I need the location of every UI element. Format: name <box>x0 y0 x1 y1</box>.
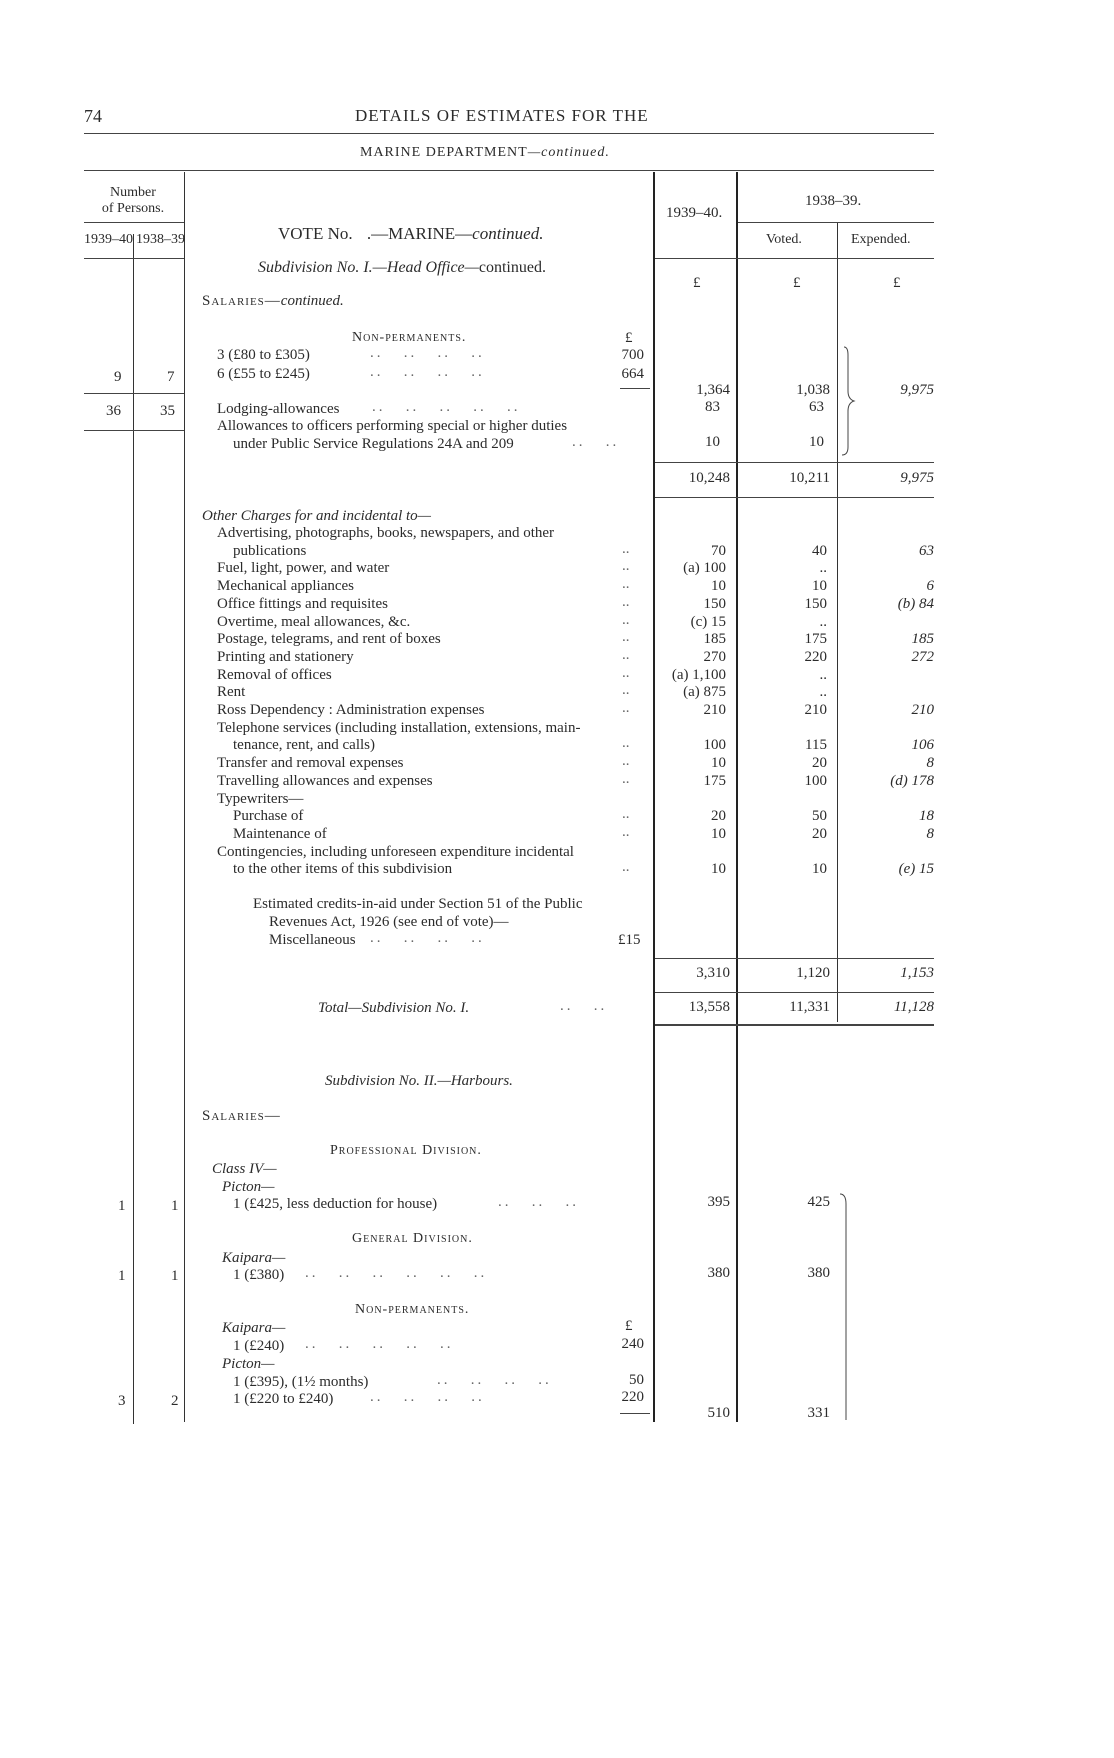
sub2-np-picton: Picton— <box>222 1356 275 1372</box>
other-row-c2: 10 <box>812 578 827 595</box>
sub1-heading-main: Subdivision No. I.—Head Office— <box>258 259 479 276</box>
sub2-np-total-c1: 510 <box>707 1405 730 1421</box>
other-row-c1: (a) 100 <box>683 560 726 577</box>
sub2-picton-y2: 1 <box>171 1198 179 1214</box>
sub1-row-1-label: 6 (£55 to £245) <box>217 366 310 382</box>
other-row-c1: 10 <box>711 825 726 842</box>
department-suffix: —continued. <box>527 145 610 160</box>
sub1-salaries-total-c1: 10,248 <box>688 470 730 486</box>
sub1-salaries-suffix: continued. <box>280 293 344 309</box>
persons-header-line1: Number <box>110 185 156 200</box>
other-row-label: tenance, rent, and calls) <box>233 737 376 754</box>
other-row-c1: 270 <box>703 648 726 665</box>
sub1-credits-line1: Estimated credits-in-aid under Section 51 of the Public <box>253 896 583 912</box>
sub1-total-c1: 13,558 <box>688 999 730 1015</box>
sub1-credits-line3: Miscellaneous <box>269 932 356 948</box>
other-row-c1: 185 <box>703 631 726 648</box>
other-row-c2: 20 <box>812 825 827 842</box>
sub2-kaipara-y1: 1 <box>118 1268 126 1284</box>
vote-title <box>278 224 543 244</box>
department-name: MARINE DEPARTMENT <box>360 145 528 160</box>
sub1-credits-line2: Revenues Act, 1926 (see end of vote)— <box>269 914 509 930</box>
sub2-np-kaipara-label: 1 (£240) <box>233 1338 285 1354</box>
leader-dots: .. <box>622 646 630 663</box>
other-row-label: Advertising, photographs, books, newspapers, and other <box>217 525 555 541</box>
other-row-c2: .. <box>819 560 827 577</box>
other-row-c2: 115 <box>805 737 827 754</box>
sub1-row-0-label: 3 (£80 to £305) <box>217 347 310 363</box>
other-row-c1: 20 <box>711 808 726 825</box>
leader-dots: .. <box>622 700 630 716</box>
sub1-persons-b-y1: 36 <box>106 403 121 419</box>
other-row-c2: 150 <box>804 595 827 612</box>
vote-title-prefix: VOTE No. <box>278 224 353 243</box>
other-row-c2: .. <box>819 613 827 630</box>
sub1-total-c3: 11,128 <box>893 999 934 1015</box>
sub2-np-pound: £ <box>625 1318 633 1334</box>
vote-title-suffix: continued. <box>472 224 544 243</box>
other-row-c3: 6 <box>926 578 934 595</box>
sub2-np-persons-y1: 3 <box>118 1393 126 1409</box>
sub1-expended-brace: 9,975 <box>900 382 934 398</box>
sub2-np-picton-row1-inner: 50 <box>629 1372 644 1388</box>
sub2-gen-div: General Division. <box>352 1231 473 1246</box>
sub2-kaipara-c1: 380 <box>707 1265 730 1281</box>
other-row-c2: 20 <box>812 755 827 772</box>
other-row-c3: 8 <box>926 825 934 842</box>
leader-dots: .. .. .. .. .. .. <box>305 1265 488 1281</box>
other-row-c2: .. <box>819 666 827 683</box>
persons-header-line2: of Persons. <box>101 201 165 216</box>
sub1-heading-suffix: continued. <box>478 259 546 276</box>
sub2-kaipara-c2: 380 <box>807 1265 830 1281</box>
sub1-salaries-total-c2: 10,211 <box>789 470 830 486</box>
sub2-kaipara: Kaipara— <box>222 1250 286 1266</box>
other-row-label: Typewriters— <box>217 790 304 807</box>
leader-dots: .. .. .. .. .. <box>372 399 521 415</box>
sub2-class-iv: Class IV— <box>212 1161 277 1177</box>
other-row-c3: 63 <box>919 542 934 559</box>
sub2-kaipara-y2: 1 <box>171 1268 179 1284</box>
sub1-subtotal-c1: 1,364 <box>696 382 730 398</box>
sub2-np-picton-row2-label: 1 (£220 to £240) <box>233 1391 334 1407</box>
leader-dots: .. .. <box>560 998 608 1014</box>
sub1-other-total-c3: 1,153 <box>900 965 934 981</box>
other-row-c1: 210 <box>703 702 726 718</box>
leader-dots: .. <box>622 558 630 575</box>
other-row-label: Rent <box>217 684 246 701</box>
other-row-c2: 220 <box>804 648 827 665</box>
other-row-c3: 272 <box>911 648 934 665</box>
other-row-c1: (a) 875 <box>683 684 726 701</box>
other-row-c3: 8 <box>926 755 934 772</box>
sub1-salaries <box>202 293 344 310</box>
department-heading <box>360 145 610 161</box>
other-row-c1: (a) 1,100 <box>671 666 726 683</box>
sub1-other-heading: Other Charges for and incidental to— <box>202 508 432 524</box>
sub1-pound-inner: £ <box>625 330 633 346</box>
other-row-c2: 50 <box>812 808 827 825</box>
leader-dots: .. <box>622 753 630 770</box>
leader-dots: .. <box>622 682 630 699</box>
other-row-c3: 210 <box>911 702 934 718</box>
sub2-np-persons-y2: 2 <box>171 1393 179 1409</box>
sub1-non-permanents: Non-permanents. <box>352 330 467 345</box>
other-row-label: publications <box>233 542 307 559</box>
sub1-heading <box>258 259 546 277</box>
sub1-lodging-c1: 83 <box>705 399 720 415</box>
leader-dots: .. .. .. .. <box>370 364 485 380</box>
other-row-label: Printing and stationery <box>217 648 354 665</box>
leader-dots: .. <box>622 593 630 610</box>
other-row-c1: (c) 15 <box>690 613 726 630</box>
sub1-total-label: Total—Subdivision No. I. <box>318 1000 470 1016</box>
brace-icon <box>838 1192 852 1422</box>
other-row-label: Transfer and removal expenses <box>217 755 404 772</box>
sub2-np-kaipara: Kaipara— <box>222 1320 286 1336</box>
leader-dots: .. .. .. .. .. <box>305 1336 454 1352</box>
sub1-persons-a-y1: 9 <box>114 369 122 385</box>
persons-col-1938: 1938–39 <box>136 232 185 247</box>
other-row-label: Postage, telegrams, and rent of boxes <box>217 631 441 648</box>
sub2-salaries: Salaries— <box>202 1108 281 1124</box>
sub2-np-picton-row1-label: 1 (£395), (1½ months) <box>233 1374 369 1390</box>
other-row-label: Telephone services (including installation, extensions, main- <box>217 719 581 736</box>
other-row-c3: 185 <box>911 631 934 648</box>
sub2-np-picton-row2-inner: 220 <box>621 1389 644 1405</box>
leader-dots: .. .. .. .. <box>370 1389 485 1405</box>
other-row-c1: 10 <box>711 578 726 595</box>
running-title: DETAILS OF ESTIMATES FOR THE <box>355 106 649 125</box>
col-1939-40: 1939–40. <box>666 205 723 221</box>
leader-dots: .. <box>622 806 630 823</box>
leader-dots: .. .. .. .. <box>370 345 485 361</box>
sub2-kaipara-row-label: 1 (£380) <box>233 1267 285 1283</box>
leader-dots: .. <box>622 576 630 593</box>
pound-expended: £ <box>893 275 901 291</box>
sub2-np-kaipara-inner: 240 <box>621 1336 644 1352</box>
sub1-lodging-label: Lodging-allowances <box>217 401 340 417</box>
sub2-prof-div: Professional Division. <box>330 1143 482 1158</box>
persons-header <box>84 185 182 217</box>
pound-voted: £ <box>793 275 801 291</box>
leader-dots: .. .. .. <box>498 1194 579 1210</box>
sub2-picton-c2: 425 <box>807 1194 830 1210</box>
col-expended: Expended. <box>851 232 911 247</box>
sub1-allowances-label2: under Public Service Regulations 24A and 209 <box>233 436 514 452</box>
other-row-label: Mechanical appliances <box>217 578 355 595</box>
leader-dots: .. <box>622 629 630 646</box>
leader-dots: .. <box>622 823 630 840</box>
other-row-label: Ross Dependency : Administration expenses <box>217 702 485 718</box>
other-row-label: Contingencies, including unforeseen expenditure incidental <box>217 843 574 860</box>
col-1938-39: 1938–39. <box>805 193 862 209</box>
leader-dots: .. <box>622 611 630 628</box>
sub2-picton-c1: 395 <box>707 1194 730 1210</box>
sub2-non-perm: Non-permanents. <box>355 1302 470 1317</box>
other-row-label: Travelling allowances and expenses <box>217 772 433 789</box>
sub2-picton: Picton— <box>222 1179 275 1195</box>
sub1-row-1-inner: 664 <box>621 366 644 382</box>
other-row-c1: 10 <box>711 861 726 878</box>
sub1-credits-amount: £15 <box>618 932 641 948</box>
sub1-salaries-total-c3: 9,975 <box>900 470 934 486</box>
other-row-label: Fuel, light, power, and water <box>217 560 390 577</box>
page-number: 74 <box>84 106 102 126</box>
other-row-c2: 40 <box>812 542 827 559</box>
sub1-total-c2: 11,331 <box>789 999 830 1015</box>
sub1-persons-a-y2: 7 <box>167 369 175 385</box>
other-row-c2: 100 <box>804 772 827 789</box>
sub1-allowances-c1: 10 <box>705 434 720 450</box>
other-row-c1: 100 <box>703 737 726 754</box>
other-row-c3: (b) 84 <box>897 595 934 612</box>
other-row-label: Office fittings and requisites <box>217 595 388 612</box>
other-row-c1: 10 <box>711 755 726 772</box>
other-row-c2: 10 <box>812 861 827 878</box>
sub1-allowances-c2: 10 <box>809 434 824 450</box>
leader-dots: .. <box>622 664 630 681</box>
sub2-heading: Subdivision No. II.—Harbours. <box>325 1073 513 1089</box>
pound-1939: £ <box>693 275 701 291</box>
other-row-c1: 175 <box>703 772 726 789</box>
vote-title-main: .—MARINE— <box>366 224 473 243</box>
brace-icon <box>840 345 860 457</box>
leader-dots: .. .. .. .. <box>437 1372 552 1388</box>
sub1-row-0-inner: 700 <box>621 347 644 363</box>
sub1-persons-b-y2: 35 <box>160 403 175 419</box>
leader-dots: .. <box>622 770 630 787</box>
leader-dots: .. <box>622 735 630 752</box>
other-row-c3: (e) 15 <box>898 861 934 878</box>
other-row-c2: .. <box>819 684 827 701</box>
other-row-label: Removal of offices <box>217 666 332 683</box>
other-row-label: Maintenance of <box>233 825 327 842</box>
sub1-other-total-c2: 1,120 <box>796 965 830 981</box>
leader-dots: .. .. <box>572 434 620 450</box>
sub2-np-total-c2: 331 <box>807 1405 830 1421</box>
col-voted: Voted. <box>766 232 802 247</box>
leader-dots: .. <box>622 540 630 557</box>
sub1-allowances-label1: Allowances to officers performing special or higher duties <box>217 418 568 434</box>
other-row-c3: 18 <box>919 808 934 825</box>
sub1-salaries-label: Salaries— <box>202 293 281 309</box>
leader-dots: .. .. .. .. <box>370 930 485 946</box>
persons-col-1939: 1939–40 <box>84 232 133 247</box>
sub1-subtotal-c2: 1,038 <box>796 382 830 398</box>
other-row-label: Overtime, meal allowances, &c. <box>217 613 411 630</box>
other-row-c3: (d) 178 <box>890 772 934 789</box>
other-row-c3: 106 <box>911 737 934 754</box>
sub2-picton-y1: 1 <box>118 1198 126 1214</box>
other-row-label: Purchase of <box>233 808 304 825</box>
other-row-c2: 175 <box>804 631 827 648</box>
sub2-picton-row-label: 1 (£425, less deduction for house) <box>233 1196 438 1212</box>
other-row-label: to the other items of this subdivision <box>233 861 453 878</box>
other-row-c1: 70 <box>711 542 726 559</box>
sub1-lodging-c2: 63 <box>809 399 824 415</box>
other-row-c1: 150 <box>703 595 726 612</box>
sub1-other-total-c1: 3,310 <box>696 965 730 981</box>
leader-dots: .. <box>622 859 630 876</box>
other-row-c2: 210 <box>804 702 827 718</box>
